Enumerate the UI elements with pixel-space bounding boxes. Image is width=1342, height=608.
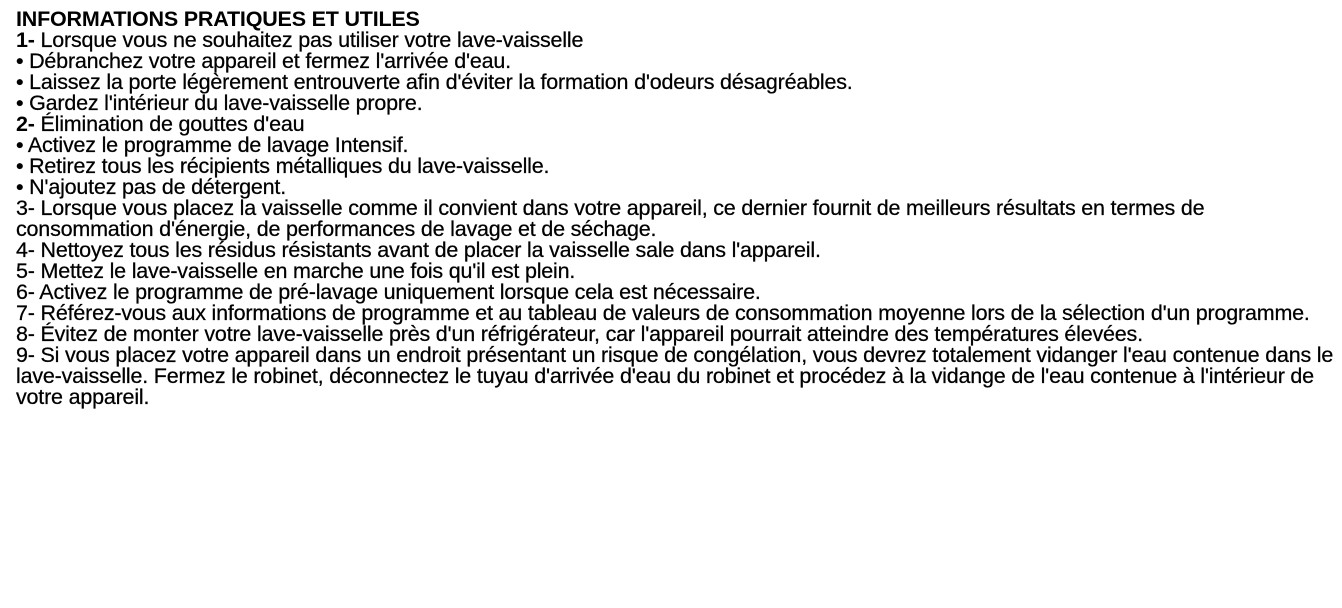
section-1-heading-text: Lorsque vous ne souhaitez pas utiliser votre lave-vaisselle	[34, 28, 584, 52]
document-body	[16, 9, 1334, 408]
section-2-heading	[16, 114, 1334, 135]
section-2-heading-text: Élimination de gouttes d'eau	[34, 112, 305, 136]
numbered-item-5: 5- Mettez le lave-vaisselle en marche une fois qu'il est plein.	[16, 259, 576, 283]
section-1-bullet: • Gardez l'intérieur du lave-vaisselle propre.	[16, 91, 423, 115]
numbered-item-4: 4- Nettoyez tous les résidus résistants avant de placer la vaisselle sale dans l'appareil.	[16, 238, 821, 262]
section-2-bullet: • N'ajoutez pas de détergent.	[16, 175, 286, 199]
section-1-bullet: • Débranchez votre appareil et fermez l'arrivée d'eau.	[16, 49, 511, 73]
section-1-bullet: • Laissez la porte légèrement entrouverte afin d'éviter la formation d'odeurs désagréables.	[16, 70, 853, 94]
numbered-item-8: 8- Évitez de monter votre lave-vaisselle près d'un réfrigérateur, car l'appareil pourrait atteindre des températures élevées.	[16, 322, 1143, 346]
numbered-item-9: 9- Si vous placez votre appareil dans un endroit présentant un risque de congélation, vous devrez totalement vidanger l'eau contenue dans le lave-vaisselle. Fermez le robinet, déconnectez le tuyau d'arrivée d'eau du robinet et procédez à la vidange de l'eau contenue à l'intérieur de votre appareil.	[16, 343, 1334, 409]
section-2-number: 2-	[16, 112, 35, 136]
numbered-item-6: 6- Activez le programme de pré-lavage uniquement lorsque cela est nécessaire.	[16, 280, 761, 304]
numbered-item-7: 7- Référez-vous aux informations de programme et au tableau de valeurs de consommation moyenne lors de la sélection d'un programme.	[16, 301, 1310, 325]
section-1-number: 1-	[16, 28, 35, 52]
document-title: INFORMATIONS PRATIQUES ET UTILES	[16, 7, 420, 31]
numbered-item-3: 3- Lorsque vous placez la vaisselle comme il convient dans votre appareil, ce dernier fournit de meilleurs résultats en termes de consommation d'énergie, de performances de lavage et de séchage.	[16, 196, 1205, 241]
section-2-bullet: • Retirez tous les récipients métalliques du lave-vaisselle.	[16, 154, 550, 178]
section-1-heading	[16, 30, 1334, 51]
section-2-bullet: • Activez le programme de lavage Intensif.	[16, 133, 409, 157]
